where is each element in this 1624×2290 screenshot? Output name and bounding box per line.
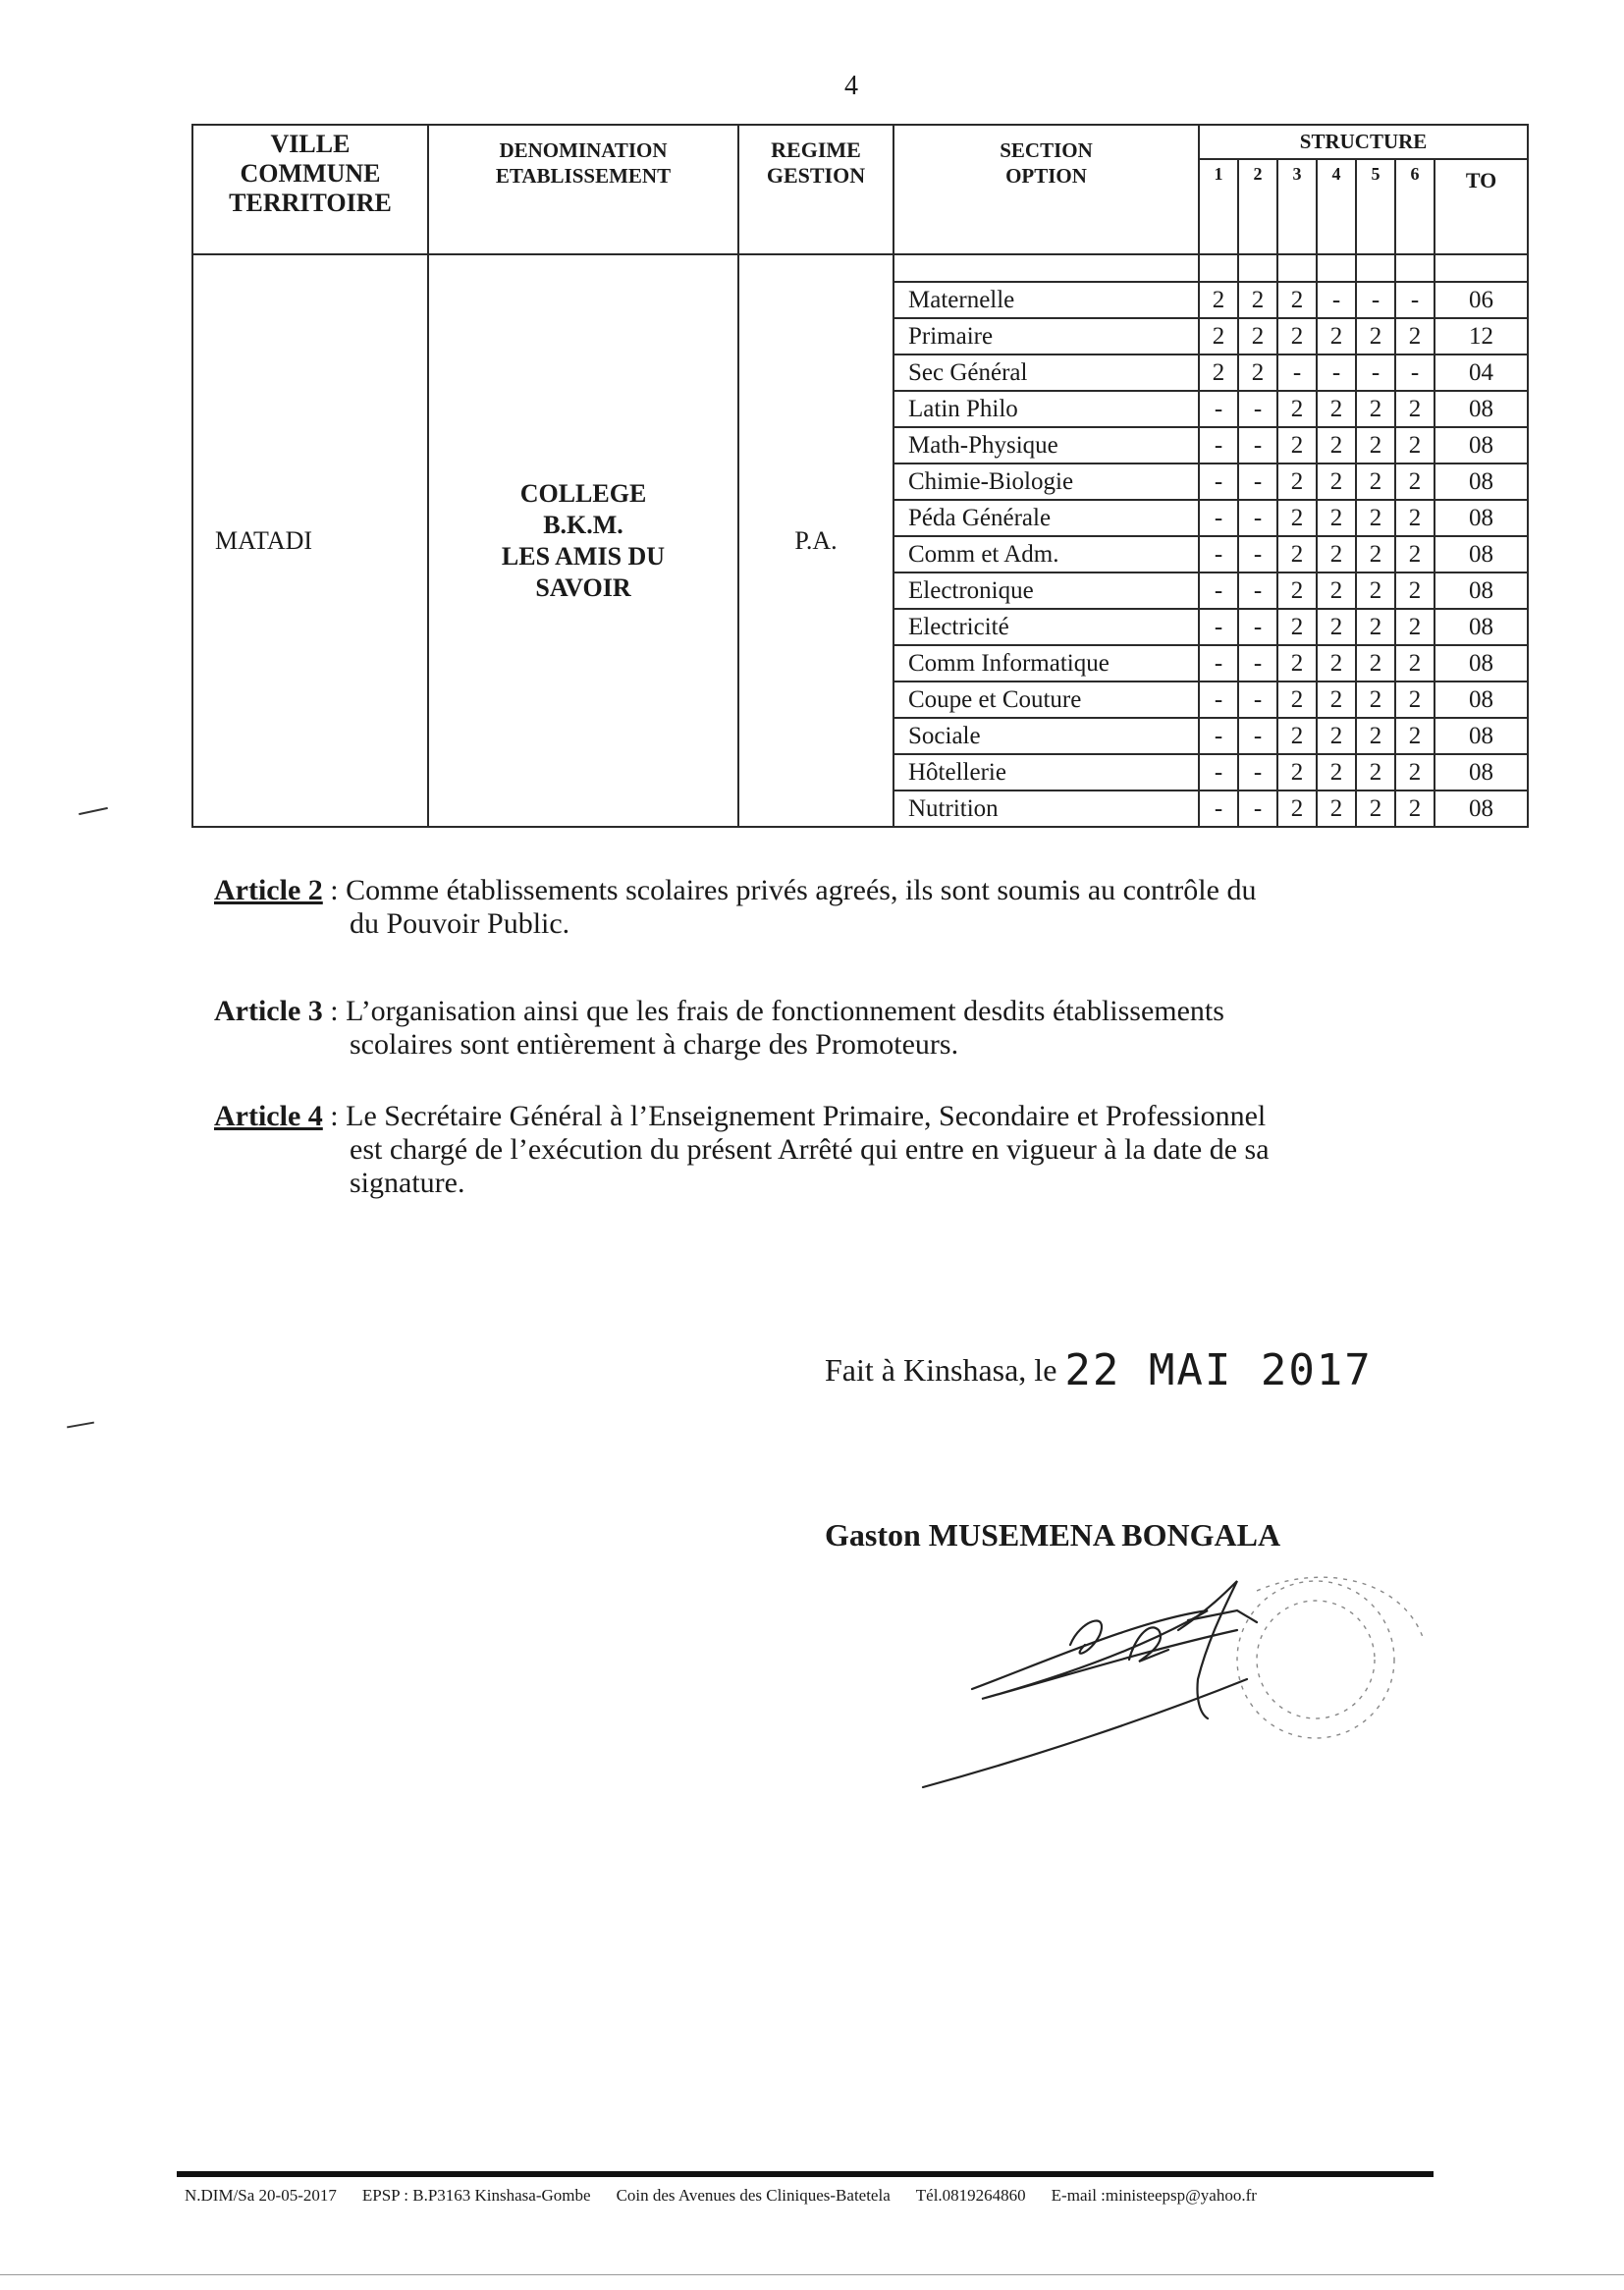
structure-value-cell: 2	[1238, 282, 1277, 318]
denomination-cell: COLLEGE B.K.M. LES AMIS DU SAVOIR	[428, 254, 738, 827]
structure-value-cell: -	[1238, 754, 1277, 791]
structure-value-cell: -	[1317, 282, 1356, 318]
structure-value-cell: -	[1238, 609, 1277, 645]
structure-value-cell: -	[1395, 282, 1435, 318]
structure-value-cell: 2	[1395, 427, 1435, 463]
structure-value-cell: 2	[1395, 463, 1435, 500]
handwritten-signature	[913, 1552, 1463, 1807]
structure-value-cell: -	[1238, 391, 1277, 427]
header-structure: STRUCTURE	[1199, 125, 1528, 159]
structure-value-cell: 2	[1317, 609, 1356, 645]
structure-value-cell: 2	[1395, 791, 1435, 827]
structure-value-cell: 2	[1356, 391, 1395, 427]
footer	[185, 2186, 1282, 2206]
option-cell: Maternelle	[893, 282, 1199, 318]
total-cell: 08	[1435, 391, 1528, 427]
option-cell: Sec Général	[893, 354, 1199, 391]
structure-value-cell: 2	[1356, 536, 1395, 572]
total-cell: 08	[1435, 754, 1528, 791]
structure-value-cell: 2	[1317, 718, 1356, 754]
structure-value-cell: -	[1199, 791, 1238, 827]
structure-value-cell: 2	[1277, 318, 1317, 354]
total-cell: 08	[1435, 682, 1528, 718]
footer-address: EPSP : B.P3163 Kinshasa-Gombe	[361, 2186, 591, 2205]
option-cell: Electronique	[893, 572, 1199, 609]
closing-date-stamp: 22 MAI 2017	[1064, 1345, 1373, 1395]
structure-value-cell: -	[1238, 645, 1277, 682]
structure-value-cell: 2	[1395, 754, 1435, 791]
option-cell: Comm et Adm.	[893, 536, 1199, 572]
structure-value-cell: 2	[1395, 609, 1435, 645]
footer-phone: Tél.0819264860	[915, 2186, 1026, 2205]
structure-value-cell: 2	[1277, 463, 1317, 500]
option-cell: Sociale	[893, 718, 1199, 754]
header-ville: VILLE COMMUNE TERRITOIRE	[192, 125, 428, 254]
structure-value-cell: 2	[1356, 645, 1395, 682]
structure-value-cell: 2	[1356, 791, 1395, 827]
closing-line	[825, 1345, 1373, 1395]
option-cell: Electricité	[893, 609, 1199, 645]
total-cell: 08	[1435, 500, 1528, 536]
structure-value-cell: -	[1199, 463, 1238, 500]
structure-value-cell: -	[1238, 682, 1277, 718]
total-cell: 08	[1435, 791, 1528, 827]
structure-value-cell: 2	[1317, 572, 1356, 609]
option-cell: Comm Informatique	[893, 645, 1199, 682]
structure-value-cell: -	[1238, 427, 1277, 463]
table-header-row	[192, 125, 1528, 159]
structure-col-5: 5	[1356, 159, 1395, 254]
page-number: 4	[844, 71, 858, 101]
total-cell: 08	[1435, 572, 1528, 609]
footer-location: Coin des Avenues des Cliniques-Batetela	[616, 2186, 891, 2205]
article-text-continued: est chargé de l’exécution du présent Arrêté qui entre en vigueur à la date de sa	[350, 1133, 1270, 1166]
scan-edge-mark	[67, 1422, 94, 1429]
ville-cell: MATADI	[192, 254, 428, 827]
structure-value-cell: 2	[1356, 718, 1395, 754]
structure-value-cell: 2	[1356, 572, 1395, 609]
footer-rule	[177, 2171, 1434, 2177]
structure-value-cell: 2	[1395, 536, 1435, 572]
structure-value-cell: 2	[1277, 500, 1317, 536]
scan-edge-mark	[79, 807, 108, 815]
structure-value-cell: -	[1238, 536, 1277, 572]
article-text: Le Secrétaire Général à l’Enseignement Primaire, Secondaire et Professionnel	[346, 1100, 1267, 1132]
structure-value-cell: -	[1356, 354, 1395, 391]
structure-value-cell: -	[1238, 463, 1277, 500]
structure-value-cell: -	[1199, 427, 1238, 463]
structure-value-cell: 2	[1277, 391, 1317, 427]
structure-col-4: 4	[1317, 159, 1356, 254]
structure-value-cell: -	[1199, 572, 1238, 609]
structure-value-cell: 2	[1395, 645, 1435, 682]
option-cell: Péda Générale	[893, 500, 1199, 536]
header-denomination: DENOMINATION ETABLISSEMENT	[428, 125, 738, 254]
structure-value-cell: 2	[1356, 427, 1395, 463]
structure-value-cell: 2	[1395, 318, 1435, 354]
total-cell: 08	[1435, 463, 1528, 500]
total-cell: 08	[1435, 536, 1528, 572]
closing-place: Fait à Kinshasa, le	[825, 1352, 1057, 1388]
structure-value-cell: -	[1356, 282, 1395, 318]
structure-value-cell: 2	[1395, 682, 1435, 718]
structure-value-cell: 2	[1277, 682, 1317, 718]
structure-value-cell: 2	[1277, 791, 1317, 827]
article-text-continued: scolaires sont entièrement à charge des Promoteurs.	[350, 1028, 959, 1061]
structure-value-cell: 2	[1395, 391, 1435, 427]
option-cell: Chimie-Biologie	[893, 463, 1199, 500]
total-cell: 08	[1435, 645, 1528, 682]
structure-col-6: 6	[1395, 159, 1435, 254]
structure-value-cell: -	[1199, 536, 1238, 572]
structure-value-cell: 2	[1277, 282, 1317, 318]
total-cell: 08	[1435, 427, 1528, 463]
article-text: Comme établissements scolaires privés agreés, ils sont soumis au contrôle du	[346, 874, 1257, 906]
structure-value-cell: 2	[1199, 282, 1238, 318]
structure-total-header: TO	[1435, 159, 1528, 254]
structure-value-cell: 2	[1277, 754, 1317, 791]
structure-value-cell: 2	[1317, 754, 1356, 791]
structure-value-cell: -	[1238, 718, 1277, 754]
structure-value-cell: 2	[1395, 572, 1435, 609]
structure-value-cell: 2	[1356, 754, 1395, 791]
header-regime: REGIME GESTION	[738, 125, 893, 254]
option-cell: Primaire	[893, 318, 1199, 354]
structure-value-cell: -	[1277, 354, 1317, 391]
header-section: SECTION OPTION	[893, 125, 1199, 254]
scan-bottom-edge	[0, 2274, 1624, 2275]
structure-value-cell: 2	[1317, 318, 1356, 354]
structure-value-cell: 2	[1238, 354, 1277, 391]
structure-value-cell: 2	[1317, 791, 1356, 827]
structure-value-cell: -	[1395, 354, 1435, 391]
article-label: Article 4	[214, 1100, 323, 1132]
total-cell: 08	[1435, 718, 1528, 754]
article-text-continued: signature.	[350, 1167, 465, 1199]
article-label: Article 2	[214, 874, 323, 906]
structure-value-cell: 2	[1199, 318, 1238, 354]
total-cell: 08	[1435, 609, 1528, 645]
structure-value-cell: -	[1199, 500, 1238, 536]
structure-value-cell: 2	[1277, 718, 1317, 754]
structure-value-cell: 2	[1395, 718, 1435, 754]
structure-value-cell: 2	[1395, 500, 1435, 536]
structure-value-cell: 2	[1356, 609, 1395, 645]
structure-col-3: 3	[1277, 159, 1317, 254]
option-cell: Coupe et Couture	[893, 682, 1199, 718]
article-text: L’organisation ainsi que les frais de fonctionnement desdits établissements	[346, 995, 1224, 1027]
option-cell: Hôtellerie	[893, 754, 1199, 791]
structure-value-cell: -	[1238, 572, 1277, 609]
structure-value-cell: -	[1238, 500, 1277, 536]
regime-cell: P.A.	[738, 254, 893, 827]
structure-value-cell: -	[1199, 645, 1238, 682]
structure-value-cell: 2	[1317, 427, 1356, 463]
school-structure-table	[191, 124, 1529, 828]
signatory-name: Gaston MUSEMENA BONGALA	[825, 1517, 1281, 1553]
structure-value-cell: -	[1199, 682, 1238, 718]
footer-email: E-mail :ministeepsp@yahoo.fr	[1051, 2186, 1257, 2205]
structure-value-cell: -	[1199, 754, 1238, 791]
total-cell: 12	[1435, 318, 1528, 354]
structure-value-cell: 2	[1356, 463, 1395, 500]
structure-value-cell: 2	[1317, 536, 1356, 572]
structure-value-cell: 2	[1317, 463, 1356, 500]
total-cell: 04	[1435, 354, 1528, 391]
structure-value-cell: 2	[1317, 391, 1356, 427]
footer-reference: N.DIM/Sa 20-05-2017	[185, 2186, 337, 2205]
total-cell: 06	[1435, 282, 1528, 318]
article-4: Article 4 : Le Secrétaire Général à l’Enseignement Primaire, Secondaire et Professionnel est chargé de l’exécution du présent Arrêté qui entre en vigueur à la date de sa signature.	[214, 1100, 1432, 1200]
structure-value-cell: 2	[1356, 318, 1395, 354]
article-2: Article 2 : Comme établissements scolaires privés agreés, ils sont soumis au contrôle du du Pouvoir Public.	[214, 874, 1432, 941]
article-label: Article 3	[214, 995, 323, 1027]
structure-value-cell: -	[1199, 391, 1238, 427]
option-cell: Nutrition	[893, 791, 1199, 827]
structure-value-cell: 2	[1277, 572, 1317, 609]
structure-value-cell: 2	[1277, 609, 1317, 645]
structure-col-2: 2	[1238, 159, 1277, 254]
structure-col-1: 1	[1199, 159, 1238, 254]
article-3: Article 3 : L’organisation ainsi que les frais de fonctionnement desdits établissements scolaires sont entièrement à charge des Promoteurs.	[214, 995, 1432, 1062]
structure-value-cell: -	[1238, 791, 1277, 827]
structure-value-cell: 2	[1317, 500, 1356, 536]
structure-value-cell: 2	[1277, 536, 1317, 572]
structure-value-cell: -	[1199, 609, 1238, 645]
structure-value-cell: 2	[1356, 682, 1395, 718]
structure-value-cell: 2	[1238, 318, 1277, 354]
structure-value-cell: 2	[1356, 500, 1395, 536]
structure-value-cell: 2	[1317, 682, 1356, 718]
spacer-row	[192, 254, 1528, 282]
structure-value-cell: -	[1199, 718, 1238, 754]
structure-value-cell: 2	[1317, 645, 1356, 682]
option-cell: Math-Physique	[893, 427, 1199, 463]
structure-value-cell: -	[1317, 354, 1356, 391]
structure-value-cell: 2	[1277, 645, 1317, 682]
structure-value-cell: 2	[1199, 354, 1238, 391]
option-cell: Latin Philo	[893, 391, 1199, 427]
structure-value-cell: 2	[1277, 427, 1317, 463]
article-text-continued: du Pouvoir Public.	[350, 907, 570, 940]
